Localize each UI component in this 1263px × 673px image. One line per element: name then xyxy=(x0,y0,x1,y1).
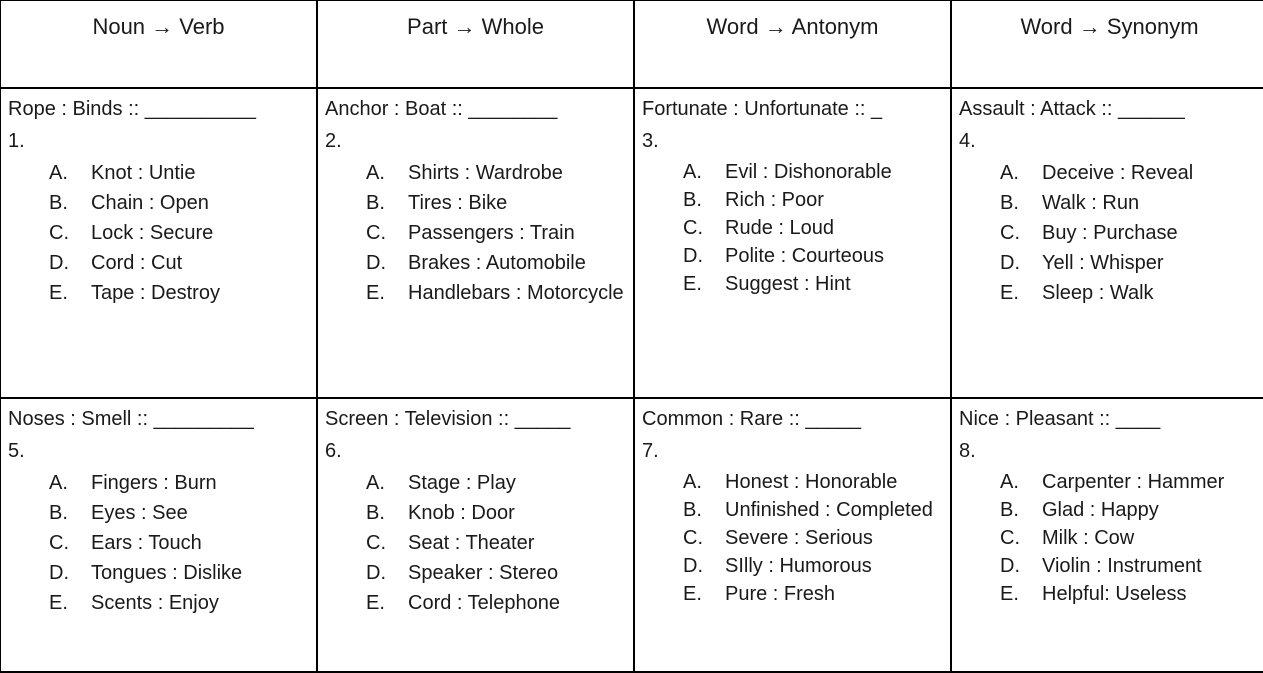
answer-option[interactable] xyxy=(366,468,627,498)
answer-option[interactable] xyxy=(49,498,310,528)
option-letter: A. xyxy=(683,471,702,493)
option-text: Evil : Dishonorable xyxy=(725,161,892,183)
option-text: Walk : Run xyxy=(1042,192,1140,214)
answer-option[interactable] xyxy=(1000,496,1261,524)
option-text: Shirts : Wardrobe xyxy=(408,162,563,184)
option-letter: C. xyxy=(366,222,386,244)
option-letter: A. xyxy=(1000,471,1019,493)
answer-option[interactable] xyxy=(1000,580,1261,608)
option-text: Passengers : Train xyxy=(408,222,575,244)
option-text: Seat : Theater xyxy=(408,532,535,554)
option-letter: D. xyxy=(49,252,69,274)
header-part-whole: Part → Whole xyxy=(317,0,634,88)
answer-option[interactable] xyxy=(49,158,310,188)
analogy-prompt: Anchor : Boat :: ________ xyxy=(325,98,558,120)
question-cell xyxy=(0,398,317,672)
answer-option[interactable] xyxy=(683,468,944,496)
option-text: Milk : Cow xyxy=(1042,527,1135,549)
option-text: Carpenter : Hammer xyxy=(1042,471,1225,493)
answer-option[interactable] xyxy=(49,558,310,588)
option-text: SIlly : Humorous xyxy=(725,555,872,577)
answer-option[interactable] xyxy=(1000,524,1261,552)
answer-option[interactable] xyxy=(49,278,310,308)
question-cell xyxy=(634,88,951,398)
answer-option[interactable] xyxy=(49,248,310,278)
option-letter: E. xyxy=(366,282,385,304)
analogy-prompt: Fortunate : Unfortunate :: _ xyxy=(642,98,883,120)
option-text: Rich : Poor xyxy=(725,189,824,211)
question-number: 3. xyxy=(642,130,659,152)
option-letter: C. xyxy=(1000,527,1020,549)
option-text: Helpful: Useless xyxy=(1042,583,1187,605)
answer-option[interactable] xyxy=(683,552,944,580)
option-letter: B. xyxy=(366,192,385,214)
option-text: Severe : Serious xyxy=(725,527,873,549)
option-letter: A. xyxy=(49,162,68,184)
option-text: Knob : Door xyxy=(408,502,515,524)
question-row-2 xyxy=(0,398,1263,672)
option-letter: B. xyxy=(1000,192,1019,214)
question-row-1 xyxy=(0,88,1263,398)
option-letter: E. xyxy=(1000,583,1019,605)
question-number: 6. xyxy=(325,440,342,462)
answer-options xyxy=(959,158,1261,308)
option-text: Rude : Loud xyxy=(725,217,834,239)
option-text: Handlebars : Motorcycle xyxy=(408,282,624,304)
answer-options xyxy=(325,158,627,308)
option-letter: E. xyxy=(683,273,702,295)
option-text: Cord : Cut xyxy=(91,252,183,274)
answer-option[interactable] xyxy=(683,580,944,608)
option-text: Sleep : Walk xyxy=(1042,282,1154,304)
option-text: Buy : Purchase xyxy=(1042,222,1178,244)
answer-options xyxy=(325,468,627,618)
analogy-prompt: Noses : Smell :: _________ xyxy=(8,408,254,430)
answer-option[interactable] xyxy=(683,186,944,214)
answer-option[interactable] xyxy=(366,528,627,558)
option-text: Brakes : Automobile xyxy=(408,252,586,274)
answer-option[interactable] xyxy=(683,214,944,242)
answer-option[interactable] xyxy=(366,498,627,528)
option-letter: B. xyxy=(49,502,68,524)
option-text: Ears : Touch xyxy=(91,532,202,554)
option-text: Tongues : Dislike xyxy=(91,562,243,584)
option-text: Violin : Instrument xyxy=(1042,555,1202,577)
option-letter: A. xyxy=(366,472,385,494)
question-number: 8. xyxy=(959,440,976,462)
analogy-prompt: Rope : Binds :: __________ xyxy=(8,98,256,120)
option-text: Stage : Play xyxy=(408,472,516,494)
option-text: Speaker : Stereo xyxy=(408,562,559,584)
question-cell xyxy=(634,398,951,672)
question-number: 1. xyxy=(8,130,25,152)
header-row xyxy=(0,0,1263,88)
option-text: Unfinished : Completed xyxy=(725,499,933,521)
option-letter: E. xyxy=(1000,282,1019,304)
option-letter: D. xyxy=(366,562,386,584)
option-letter: C. xyxy=(683,527,703,549)
header-word-antonym: Word → Antonym xyxy=(634,0,951,88)
answer-options xyxy=(959,468,1261,608)
option-letter: D. xyxy=(1000,252,1020,274)
answer-option[interactable] xyxy=(1000,552,1261,580)
option-text: Eyes : See xyxy=(91,502,188,524)
answer-option[interactable] xyxy=(683,496,944,524)
answer-option[interactable] xyxy=(683,270,944,298)
answer-option[interactable] xyxy=(366,158,627,188)
answer-option[interactable] xyxy=(683,524,944,552)
option-letter: B. xyxy=(366,502,385,524)
question-number: 7. xyxy=(642,440,659,462)
option-letter: B. xyxy=(683,189,702,211)
answer-option[interactable] xyxy=(49,468,310,498)
answer-option[interactable] xyxy=(49,188,310,218)
answer-option[interactable] xyxy=(1000,248,1261,278)
option-letter: C. xyxy=(1000,222,1020,244)
question-cell xyxy=(951,88,1263,398)
answer-option[interactable] xyxy=(366,248,627,278)
header-noun-verb: Noun → Verb xyxy=(0,0,317,88)
option-text: Fingers : Burn xyxy=(91,472,217,494)
question-cell xyxy=(317,88,634,398)
answer-option[interactable] xyxy=(1000,218,1261,248)
answer-option[interactable] xyxy=(49,218,310,248)
question-number: 5. xyxy=(8,440,25,462)
option-letter: C. xyxy=(49,532,69,554)
answer-option[interactable] xyxy=(366,188,627,218)
option-letter: C. xyxy=(683,217,703,239)
answer-option[interactable] xyxy=(683,158,944,186)
option-letter: B. xyxy=(683,499,702,521)
answer-option[interactable] xyxy=(1000,468,1261,496)
question-cell xyxy=(951,398,1263,672)
analogy-prompt: Common : Rare :: _____ xyxy=(642,408,861,430)
option-text: Lock : Secure xyxy=(91,222,214,244)
option-letter: A. xyxy=(49,472,68,494)
option-text: Deceive : Reveal xyxy=(1042,162,1194,184)
option-text: Pure : Fresh xyxy=(725,583,836,605)
answer-option[interactable] xyxy=(366,588,627,618)
answer-option[interactable] xyxy=(49,528,310,558)
answer-option[interactable] xyxy=(366,278,627,308)
option-letter: D. xyxy=(683,245,703,267)
answer-option[interactable] xyxy=(49,588,310,618)
option-letter: D. xyxy=(683,555,703,577)
option-text: Honest : Honorable xyxy=(725,471,898,493)
option-text: Polite : Courteous xyxy=(725,245,884,267)
question-cell xyxy=(317,398,634,672)
option-letter: C. xyxy=(49,222,69,244)
answer-options xyxy=(8,468,310,618)
option-letter: B. xyxy=(1000,499,1019,521)
option-text: Tires : Bike xyxy=(408,192,508,214)
option-letter: B. xyxy=(49,192,68,214)
option-text: Knot : Untie xyxy=(91,162,196,184)
option-letter: A. xyxy=(683,161,702,183)
option-letter: E. xyxy=(49,282,68,304)
option-text: Yell : Whisper xyxy=(1042,252,1164,274)
option-text: Scents : Enjoy xyxy=(91,592,219,614)
answer-option[interactable] xyxy=(366,218,627,248)
option-letter: D. xyxy=(1000,555,1020,577)
option-text: Cord : Telephone xyxy=(408,592,560,614)
answer-option[interactable] xyxy=(1000,188,1261,218)
analogy-prompt: Nice : Pleasant :: ____ xyxy=(959,408,1161,430)
option-letter: E. xyxy=(366,592,385,614)
option-text: Suggest : Hint xyxy=(725,273,851,295)
answer-option[interactable] xyxy=(366,558,627,588)
option-text: Tape : Destroy xyxy=(91,282,220,304)
option-letter: E. xyxy=(683,583,702,605)
header-word-synonym: Word → Synonym xyxy=(951,0,1263,88)
option-letter: D. xyxy=(49,562,69,584)
analogy-prompt: Screen : Television :: _____ xyxy=(325,408,571,430)
answer-option[interactable] xyxy=(1000,158,1261,188)
option-letter: C. xyxy=(366,532,386,554)
answer-options xyxy=(8,158,310,308)
option-text: Chain : Open xyxy=(91,192,209,214)
option-letter: A. xyxy=(1000,162,1019,184)
option-letter: A. xyxy=(366,162,385,184)
option-text: Glad : Happy xyxy=(1042,499,1159,521)
question-number: 4. xyxy=(959,130,976,152)
option-letter: D. xyxy=(366,252,386,274)
answer-options xyxy=(642,468,944,608)
answer-option[interactable] xyxy=(683,242,944,270)
question-cell xyxy=(0,88,317,398)
analogy-prompt: Assault : Attack :: ______ xyxy=(959,98,1185,120)
question-number: 2. xyxy=(325,130,342,152)
answer-option[interactable] xyxy=(1000,278,1261,308)
answer-options xyxy=(642,158,944,298)
option-letter: E. xyxy=(49,592,68,614)
